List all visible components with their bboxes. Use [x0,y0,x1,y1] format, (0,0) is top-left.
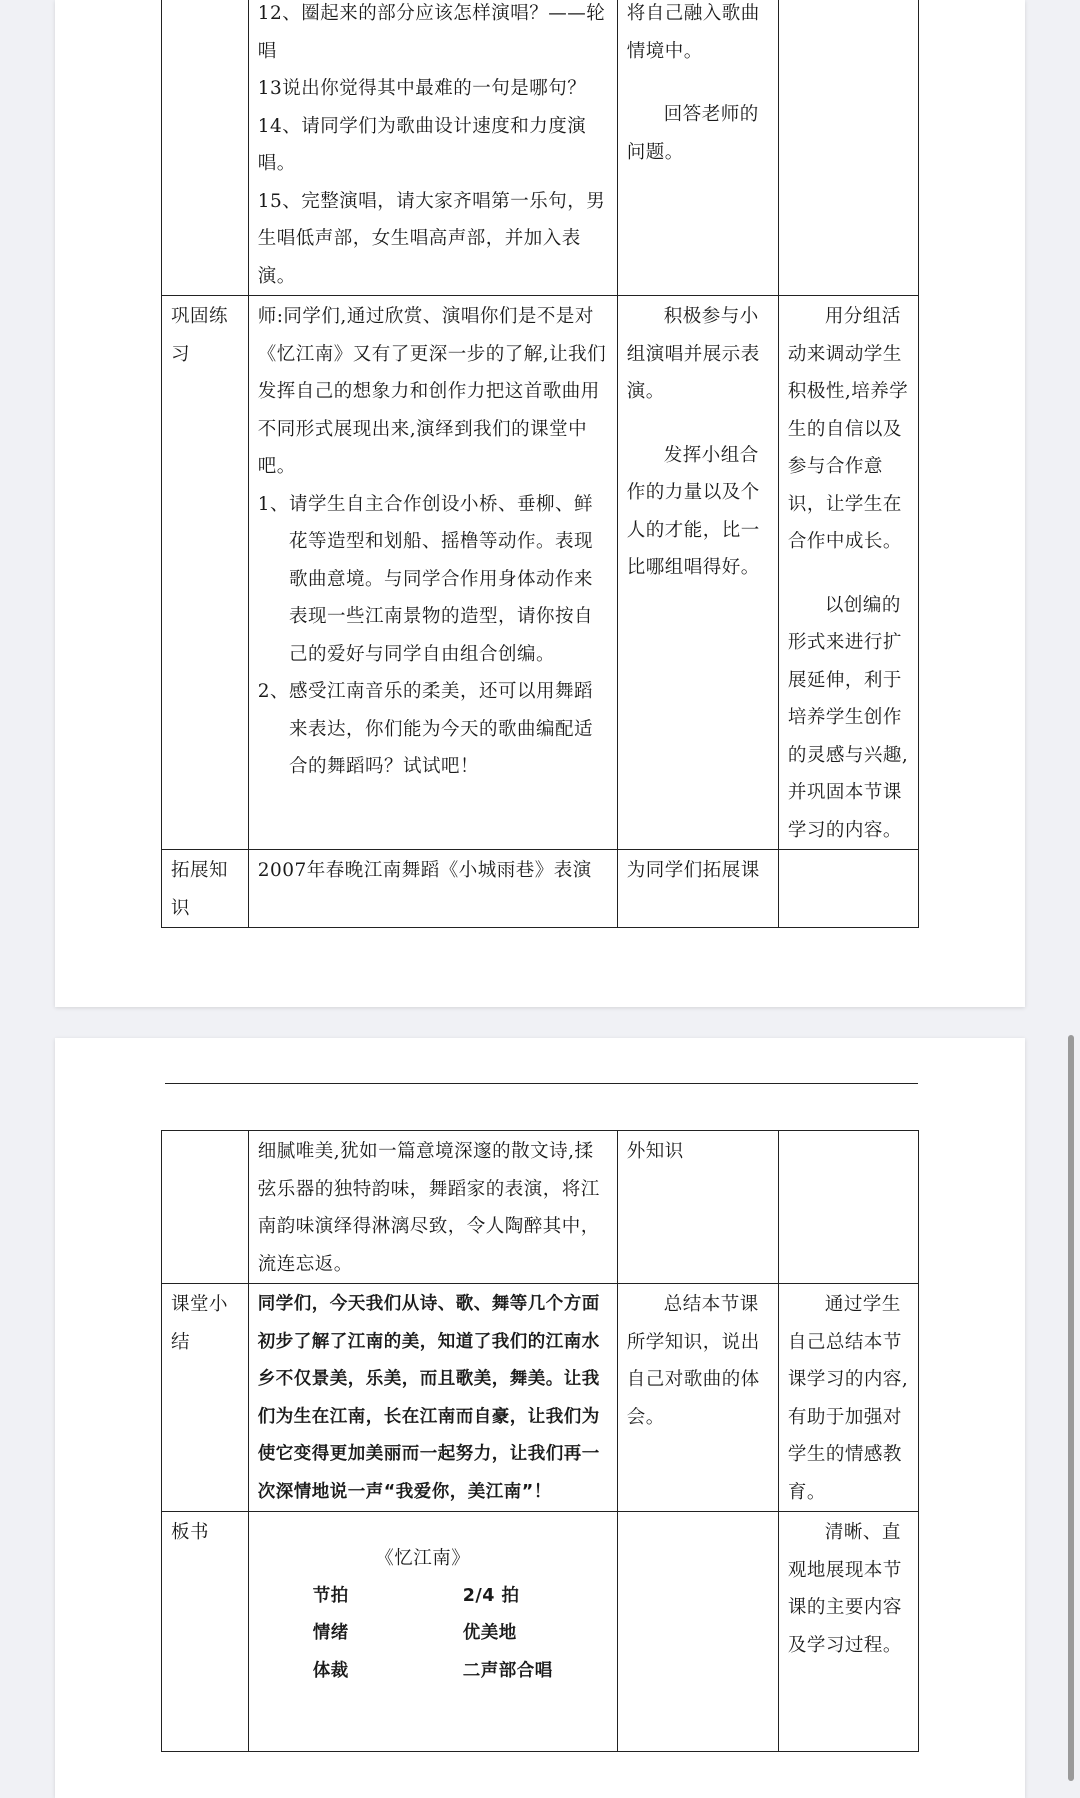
cell-design-intent [778,1512,918,1752]
intent-text: 通过学生自己总结本节课学习的内容,有助于加强对学生的情感教育。 [787,1294,909,1503]
board-title: 《忆江南》 [375,1548,471,1569]
table-row-practice [162,296,919,850]
cell-teacher-activity: 同学们，今天我们从诗、歌、舞等几个方面初步了解了江南的美，知道了我们的江南水乡不仅景美，乐美，而且歌美，舞美。让我们为生在江南，长在江南而自豪，让我们为使它变得更加美丽而一起努力，让我们再一次深情地说一声“我爱你，美江南”！ [248,1284,617,1512]
cell-design-intent [778,850,918,928]
cell-teacher-activity [248,0,617,296]
cell-student-activity [617,1284,778,1512]
teacher-step-14: 14、请同学们为歌曲设计速度和力度演唱。 [257,115,587,174]
intent-text: 清晰、直观地展现本节课的主要内容及学习过程。 [787,1522,902,1656]
student-text: 回答老师的问题。 [626,104,759,163]
cell-student-activity: 外知识 [617,1131,778,1284]
list-text: 感受江南音乐的柔美，还可以用舞蹈来表达，你们能为今天的歌曲编配适合的舞蹈吗？试试吧！ [288,681,593,777]
intent-text: 用分组活动来调动学生积极性,培养学生的自信以及参与合作意识，让学生在合作中成长。 [787,306,909,552]
board-value: 优美地 [462,1623,517,1643]
cell-design-intent [778,296,918,850]
board-value: 2/4 拍 [462,1585,520,1606]
table-row-continued [162,0,919,296]
document-page-2 [55,1038,1025,1798]
document-page-1 [55,0,1025,1007]
teacher-intro: 师:同学们,通过欣赏、演唱你们是不是对《忆江南》又有了更深一步的了解,让我们发挥自己的想象力和创作力把这首歌曲用不同形式展现出来,演绎到我们的课堂中吧。 [257,306,607,477]
student-text: 发挥小组合作的力量以及个人的才能，比一比哪组唱得好。 [626,444,760,578]
cell-student-activity [617,296,778,850]
board-key: 体裁 [312,1660,349,1681]
cell-label: 巩固练习 [162,296,249,850]
cell-label: 板书 [162,1512,249,1752]
list-number: 2、 [257,681,289,702]
vertical-scrollbar[interactable] [1068,1035,1074,1781]
student-text: 总结本节课所学知识，说出自己对歌曲的体会。 [626,1294,760,1428]
board-row [258,1615,608,1653]
cell-student-activity [617,1512,778,1752]
list-item [258,486,608,674]
header-rule [165,1083,918,1084]
list-item [258,673,608,786]
cell-label: 课堂小结 [162,1284,249,1512]
list-number: 1、 [257,493,289,515]
table-row-extend-continued [162,1131,919,1284]
table-row-board [162,1512,919,1752]
table-row-extend [162,850,919,928]
board-row [258,1578,608,1616]
student-text: 积极参与小组演唱并展示表演。 [626,306,760,402]
cell-design-intent [778,1131,918,1284]
cell-label: 拓展知识 [162,850,249,928]
teacher-step-13: 13说出你觉得其中最难的一句是哪句？ [257,78,587,99]
lesson-plan-table-1 [161,0,919,928]
board-key: 节拍 [312,1585,349,1606]
cell-design-intent [778,1284,918,1512]
board-value: 二声部合唱 [462,1660,553,1681]
cell-label-empty [162,0,249,296]
cell-student-activity [617,0,778,296]
table-row-summary [162,1284,919,1512]
intent-text: 以创编的形式来进行扩展延伸，利于培养学生创作的灵感与兴趣,并巩固本节课学习的内容。 [787,594,909,841]
cell-student-activity: 为同学们拓展课 [617,850,778,928]
board-key: 情绪 [312,1623,349,1643]
lesson-plan-table-2 [161,1130,919,1752]
student-text: 将自己融入歌曲情境中。 [626,3,760,62]
teacher-step-12: 12、圈起来的部分应该怎样演唱？——轮唱 [257,3,606,62]
cell-teacher-activity: 2007年春晚江南舞蹈《小城雨巷》表演 [248,850,617,928]
cell-teacher-activity: 细腻唯美,犹如一篇意境深邃的散文诗,揉弦乐器的独特韵味，舞蹈家的表演，将江南韵味演绎得淋漓尽致，令人陶醉其中，流连忘返。 [248,1131,617,1284]
cell-board-content [248,1512,617,1752]
teacher-step-15: 15、完整演唱，请大家齐唱第一乐句，男生唱低声部，女生唱高声部，并加入表演。 [257,190,606,287]
board-row [258,1653,608,1691]
cell-label-empty [162,1131,249,1284]
list-text: 请学生自主合作创设小桥、垂柳、鲜花等造型和划船、摇橹等动作。表现歌曲意境。与同学合作用身体动作来表现一些江南景物的造型，请你按自己的爱好与同学自由组合创编。 [288,493,593,665]
cell-design-intent [778,0,918,296]
cell-teacher-activity [248,296,617,850]
